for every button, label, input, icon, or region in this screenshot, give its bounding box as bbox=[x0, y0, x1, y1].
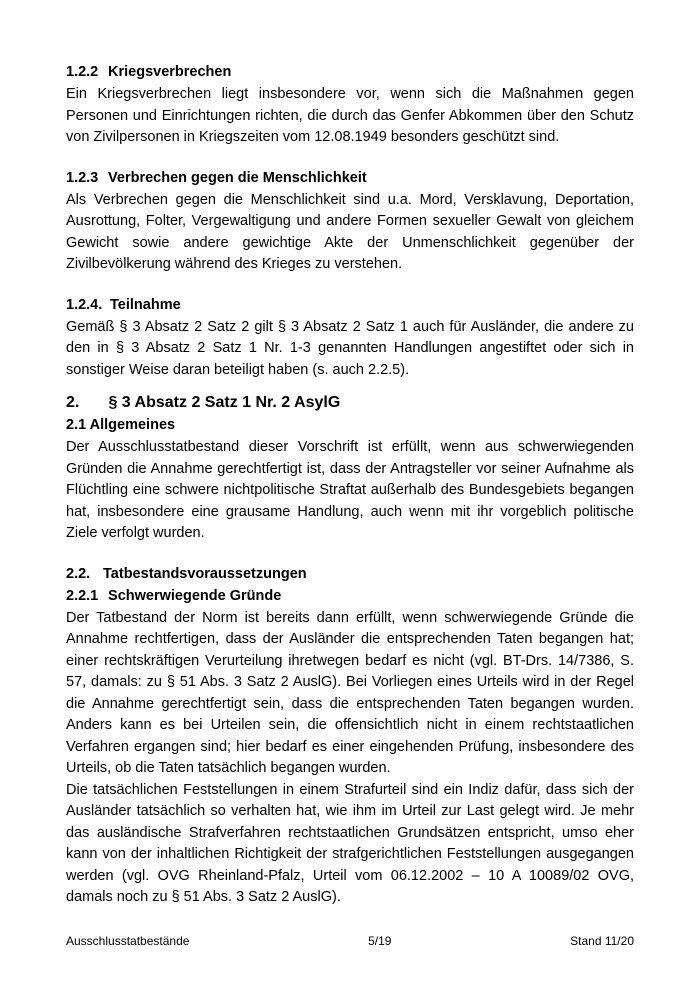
section-number: 2.2.1 bbox=[66, 587, 99, 604]
section-number: 1.2.3 bbox=[66, 169, 99, 186]
section-number: 1.2.4. bbox=[66, 296, 103, 313]
footer-version: Stand 11/20 bbox=[570, 934, 634, 948]
document-page bbox=[66, 62, 634, 909]
section-heading-2-2-1 bbox=[66, 586, 634, 606]
paragraph-teilnahme: Gemäß § 3 Absatz 2 Satz 2 gilt § 3 Absatz 2 Satz 1 auch für Ausländer, die andere zu den in § 3 Absatz 2 Satz 1 Nr. 1-3 genannten Handlungen angestiftet oder sich in sonstiger Weise daran beteiligt haben (s. auch 2.2.5). bbox=[66, 318, 634, 378]
section-title: Teilnahme bbox=[110, 296, 181, 313]
section-title: Kriegsverbrechen bbox=[108, 64, 232, 80]
chapter-heading-2 bbox=[66, 391, 634, 415]
section-number: 1.2.2 bbox=[66, 64, 99, 80]
page-footer bbox=[66, 934, 634, 948]
section-heading-2-1 bbox=[66, 415, 634, 435]
paragraph-schwerwiegende-gruende-2: Die tatsächlichen Feststellungen in einem Strafurteil sind ein Indiz dafür, dass sich der Ausländer tatsächlich so verhalten hat, wie ihm im Urteil zur Last gelegt wird. Je mehr das ausländische Strafverfahren rechtstaatlichen Grundsätzen entspricht, umso eher kann von der inhaltlichen Richtigkeit der strafgerichtlichen Feststellungen ausgegangen werden (vgl. OVG Rheinland-Pfalz, Urteil vom 06.12.2002 – 10 A 10089/02 OVG, damals noch zu § 51 Abs. 3 Satz 2 AuslG). bbox=[66, 781, 634, 905]
section-heading-1-2-4 bbox=[66, 295, 634, 315]
paragraph-allgemeines: Der Ausschlusstatbestand dieser Vorschrift ist erfüllt, wenn aus schwerwiegenden Gründen die Annahme gerechtfertigt ist, dass der Antragsteller vor seiner Aufnahme als Flüchtling eine schwere nichtpolitische Straftat außerhalb des Bundesgebiets begangen hat, insbesondere eine grausame Handlung, auch wenn mit ihr vorgeblich politische Ziele verfolgt wurden. bbox=[66, 439, 634, 541]
footer-page-number: 5/19 bbox=[368, 934, 392, 948]
section-title: Schwerwiegende Gründe bbox=[108, 587, 282, 604]
section-heading-2-2 bbox=[66, 564, 634, 584]
footer-document-title: Ausschlusstatbestände bbox=[66, 934, 190, 948]
section-title: Tatbestandsvoraussetzungen bbox=[103, 565, 307, 582]
paragraph-kriegsverbrechen: Ein Kriegsverbrechen liegt insbesondere vor, wenn sich die Maßnahmen gegen Personen und Einrichtungen richten, die durch das Genfer Abkommen über den Schutz von Zivilpersonen in Kriegszeiten vom 12.08.1949 besonders geschützt sind. bbox=[66, 86, 634, 145]
section-title: Verbrechen gegen die Menschlichkeit bbox=[108, 169, 367, 186]
paragraph-schwerwiegende-gruende-1: Der Tatbestand der Norm ist bereits dann erfüllt, wenn schwerwiegende Gründe die Annahme rechtfertigen, dass der Ausländer die entsprechenden Taten begangen hat; einer rechtskräftigen Verurteilung ihretwegen bedarf es nicht (vgl. BT-Drs. 14/7386, S. 57, damals: zu § 51 Abs. 3 Satz 2 AuslG). Bei Vorliegen eines Urteils wird in der Regel die Annahme gerechtfertigt sein, dass die entsprechenden Taten begangen wurden. Anders kann es bei Urteilen sein, die offensichtlich nicht in einem rechtstaatlichen Verfahren ergangen sind; hier bedarf es einer eingehenden Prüfung, insbesondere des Urteils, ob die Taten tatsächlich begangen wurden. bbox=[66, 609, 634, 776]
section-heading-1-2-3 bbox=[66, 168, 634, 188]
section-title: 2.1 Allgemeines bbox=[66, 417, 176, 433]
section-heading-1-2-2 bbox=[66, 62, 634, 82]
paragraph-verbrechen-menschlichkeit: Als Verbrechen gegen die Menschlichkeit sind u.a. Mord, Versklavung, Deportation, Ausrottung, Folter, Vergewaltigung und andere Formen sexueller Gewalt von gleichem Gewicht sowie andere gewichtige Akte der Unmenschlichkeit gegenüber der Zivilbevölkerung während des Krieges zu verstehen. bbox=[66, 191, 634, 272]
chapter-number: 2. bbox=[66, 394, 80, 411]
chapter-title: § 3 Absatz 2 Satz 1 Nr. 2 AsylG bbox=[108, 394, 341, 411]
section-number: 2.2. bbox=[66, 565, 91, 582]
